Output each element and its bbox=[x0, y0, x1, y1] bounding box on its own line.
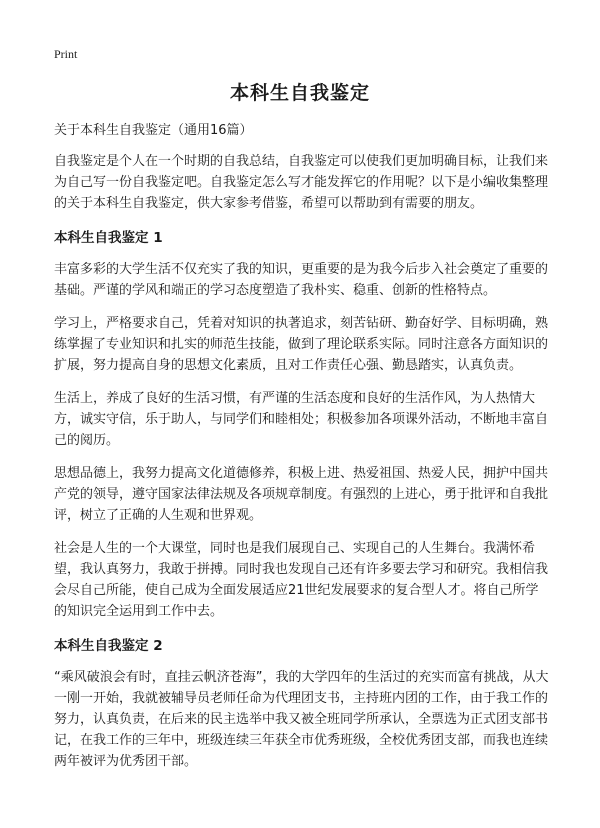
page-title: 本科生自我鉴定 bbox=[229, 82, 370, 104]
print-link[interactable]: Print bbox=[54, 47, 78, 61]
article-body bbox=[54, 120, 550, 784]
section-heading-1: 本科生自我鉴定 1 bbox=[54, 230, 163, 246]
section-1-paragraph: 社会是人生的一个大课堂，同时也是我们展现自己、实现自己的人生舞台。我满怀希望，我认真努力，我敢于拼搏。同时我也发现自己还有许多要去学习和研究。我相信我会尽自己所能，使自己成为全面发展适应21世纪发展要求的复合型人才。将自己所学的知识完全运用到工作中去。 bbox=[54, 541, 549, 619]
section-1-paragraph: 生活上，养成了良好的生活习惯，有严谨的生活态度和良好的生活作风，为人热情大方，诚实守信，乐于助人，与同学们和睦相处；积极参加各项课外活动，不断地丰富自己的阅历。 bbox=[54, 391, 549, 448]
article-subtitle: 关于本科生自我鉴定（通用16篇） bbox=[54, 123, 253, 138]
section-1-paragraph: 思想品德上，我努力提高文化道德修养，积极上进、热爱祖国、热爱人民，拥护中国共产党的领导，遵守国家法律法规及各项规章制度。有强烈的上进心，勇于批评和自我批评，树立了正确的人生观和世界观。 bbox=[54, 466, 549, 523]
section-heading-2: 本科生自我鉴定 2 bbox=[54, 638, 163, 654]
section-1-paragraph: 学习上，严格要求自己，凭着对知识的执著追求，刻苦钻研、勤奋好学、目标明确，熟练掌握了专业知识和扎实的师范生技能，做到了理论联系实际。同时注意各方面知识的扩展，努力提高自身的思想文化素质，且对工作责任心强、勤恳踏实，认真负责。 bbox=[54, 316, 549, 373]
section-2-paragraph: “乘风破浪会有时，直挂云帆济苍海”，我的大学四年的生活过的充实而富有挑战，从大一刚一开始，我就被辅导员老师任命为代理团支书，主持班内团的工作，由于我工作的努力，认真负责，在后来的民主选举中我又被全班同学所承认，全票选为正式团支部书记，在我工作的三年中，班级连续三年获全市优秀班级，全校优秀团支部，而我也连续两年被评为优秀团干部。 bbox=[54, 670, 549, 769]
section-1-paragraph: 丰富多彩的大学生活不仅充实了我的知识，更重要的是为我今后步入社会奠定了重要的基础。严谨的学风和端正的学习态度塑造了我朴实、稳重、创新的性格特点。 bbox=[54, 262, 549, 298]
intro-paragraph: 自我鉴定是个人在一个时期的自我总结，自我鉴定可以使我们更加明确目标，让我们来为自己写一份自我鉴定吧。自我鉴定怎么写才能发挥它的作用呢？以下是小编收集整理的关于本科生自我鉴定，供大家参考借鉴，希望可以帮助到有需要的朋友。 bbox=[54, 154, 549, 211]
